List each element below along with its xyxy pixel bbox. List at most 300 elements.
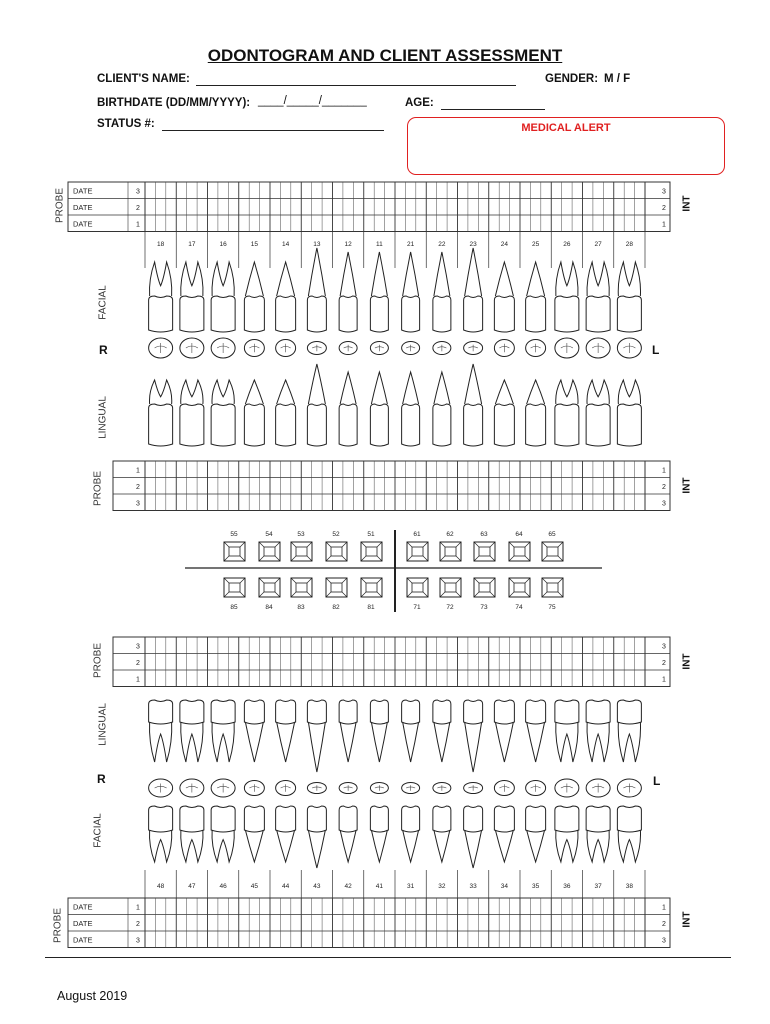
lower-occlusal-tooth-46-fissure — [217, 784, 229, 793]
lower-lingual-tooth-33-crown — [464, 700, 483, 724]
primary-tooth-52-lines — [326, 542, 347, 561]
upper-lingual-probe-grid-border — [113, 461, 670, 511]
lower-facial-tooth-32-crown — [433, 806, 451, 832]
lower-tooth-number-31: 31 — [407, 883, 415, 890]
primary-tooth-74-lines — [509, 578, 530, 597]
upper-lingual-tooth-16-roots — [212, 380, 234, 404]
upper-lingual-probe-grid-row-number-left: 3 — [136, 500, 140, 508]
lower-lingual-tooth-46-crown — [211, 700, 235, 724]
upper-tooth-number-11: 11 — [376, 241, 383, 248]
upper-lingual-tooth-23-crown — [464, 404, 483, 446]
upper-facial-tooth-26-crown — [555, 296, 579, 332]
footer-date: August 2019 — [57, 989, 128, 1003]
upper-tooth-number-16: 16 — [219, 241, 227, 248]
lower-facial-tooth-34-root — [495, 830, 513, 862]
gender-label: GENDER: — [545, 73, 599, 85]
lower-lingual-tooth-45-crown — [244, 700, 264, 724]
lower-occlusal-tooth-42-fissure — [344, 785, 353, 791]
upper-occlusal-tooth-17-fissure — [186, 343, 198, 353]
lower-tooth-number-42: 42 — [344, 883, 352, 890]
upper-occlusal-tooth-25-fissure — [531, 344, 541, 353]
primary-tooth-52-inner — [331, 547, 342, 556]
upper-lingual-tooth-27-roots — [587, 380, 609, 404]
upper-facial-probe-grid-border — [68, 182, 670, 232]
upper-tooth-number-15: 15 — [250, 241, 258, 248]
lower-facial-probe-grid-row-number-right: 3 — [662, 937, 666, 945]
upper-lingual-tooth-15-root — [245, 380, 263, 404]
lower-facial-tooth-42-crown — [339, 806, 357, 832]
lower-lingual-probe-grid-border — [113, 637, 670, 687]
upper-facial-tooth-17-roots — [181, 262, 203, 296]
primary-number-83: 83 — [297, 604, 305, 611]
lower-facial-tooth-31-crown — [402, 806, 420, 832]
lower-tooth-number-38: 38 — [625, 883, 633, 890]
primary-tooth-85-inner — [229, 583, 240, 592]
primary-number-53: 53 — [297, 531, 305, 538]
facial-label-upper: FACIAL — [97, 285, 109, 320]
lower-facial-tooth-36-roots — [556, 830, 578, 862]
lower-tooth-number-48: 48 — [157, 883, 165, 890]
primary-tooth-55-lines — [224, 542, 245, 561]
upper-occlusal-tooth-27-fissure — [592, 343, 604, 353]
upper-facial-tooth-21-root — [403, 252, 419, 296]
lower-facial-tooth-46-roots — [212, 830, 234, 862]
lower-lingual-tooth-44-root — [277, 722, 295, 762]
primary-tooth-81-inner — [366, 583, 377, 592]
lower-facial-tooth-34-crown — [494, 806, 514, 832]
lower-tooth-number-44: 44 — [282, 883, 290, 890]
gender-options[interactable]: M / F — [604, 73, 631, 85]
upper-tooth-number-18: 18 — [157, 241, 165, 248]
upper-lingual-tooth-22-root — [434, 372, 450, 404]
upper-lingual-tooth-23-root — [465, 364, 482, 404]
lower-tooth-number-36: 36 — [563, 883, 571, 890]
lower-lingual-tooth-36-crown — [555, 700, 579, 724]
upper-lingual-tooth-11-root — [371, 372, 387, 404]
facial-label-lower: FACIAL — [92, 813, 104, 848]
lower-lingual-probe-grid-row-number-right: 3 — [662, 643, 666, 651]
lower-lingual-tooth-32-crown — [433, 700, 451, 724]
primary-tooth-61-inner — [412, 547, 423, 556]
upper-lingual-tooth-25-root — [527, 380, 545, 404]
upper-facial-tooth-24-crown — [494, 296, 514, 332]
primary-number-75: 75 — [548, 604, 556, 611]
primary-number-73: 73 — [480, 604, 488, 611]
primary-tooth-51-inner — [366, 547, 377, 556]
upper-facial-tooth-15-crown — [244, 296, 264, 332]
primary-tooth-63-inner — [479, 547, 490, 556]
lower-facial-tooth-33-crown — [464, 806, 483, 832]
upper-occlusal-tooth-23-fissure — [468, 345, 478, 352]
upper-facial-tooth-11-crown — [370, 296, 388, 332]
lower-tooth-number-41: 41 — [375, 883, 383, 890]
lower-lingual-tooth-35-root — [527, 722, 545, 762]
upper-tooth-number-26: 26 — [563, 241, 571, 248]
lower-facial-tooth-43-crown — [307, 806, 326, 832]
primary-number-52: 52 — [332, 531, 340, 538]
lower-facial-tooth-46-crown — [211, 806, 235, 832]
primary-number-64: 64 — [515, 531, 523, 538]
upper-facial-tooth-18-crown — [149, 296, 173, 332]
int-label-2: INT — [681, 477, 693, 494]
lower-lingual-tooth-37-crown — [586, 700, 610, 724]
lower-lingual-tooth-48-crown — [149, 700, 173, 724]
upper-occlusal-tooth-16-fissure — [217, 343, 229, 353]
lower-facial-probe-grid-row-number-left: 2 — [136, 920, 140, 928]
upper-facial-probe-grid-row-number-right: 1 — [662, 221, 666, 229]
upper-facial-tooth-13-crown — [307, 296, 326, 332]
upper-facial-tooth-11-root — [371, 252, 387, 296]
medical-alert-label: MEDICAL ALERT — [521, 122, 611, 134]
lower-lingual-tooth-45-root — [245, 722, 263, 762]
lower-lingual-probe-grid-row-number-right: 2 — [662, 659, 666, 667]
lower-facial-tooth-42-root — [340, 830, 356, 862]
upper-lingual-tooth-12-root — [340, 372, 356, 404]
upper-facial-tooth-12-root — [340, 252, 356, 296]
primary-tooth-75-lines — [542, 578, 563, 597]
lower-facial-tooth-43-root — [308, 830, 325, 868]
age-label: AGE: — [405, 97, 434, 109]
lower-lingual-probe-grid-row-number-left: 2 — [136, 659, 140, 667]
upper-facial-tooth-15-root — [245, 262, 263, 296]
primary-number-81: 81 — [367, 604, 375, 611]
upper-lingual-tooth-17-roots — [181, 380, 203, 404]
lower-lingual-probe-grid-row-number-left: 3 — [136, 643, 140, 651]
lower-tooth-number-35: 35 — [532, 883, 540, 890]
upper-facial-tooth-21-crown — [402, 296, 420, 332]
primary-tooth-82-lines — [326, 578, 347, 597]
lower-occlusal-tooth-37-fissure — [592, 784, 604, 793]
primary-tooth-65-inner — [547, 547, 558, 556]
upper-tooth-number-23: 23 — [469, 241, 477, 248]
upper-occlusal-tooth-12-fissure — [344, 345, 353, 352]
lower-lingual-tooth-35-crown — [526, 700, 546, 724]
primary-tooth-71-inner — [412, 583, 423, 592]
upper-tooth-number-17: 17 — [188, 241, 196, 248]
probe-label-lower-lingual: PROBE — [92, 643, 104, 679]
lower-facial-probe-grid-date-label: DATE — [73, 918, 93, 928]
lower-facial-tooth-37-roots — [587, 830, 609, 862]
upper-lingual-probe-grid-row-number-left: 1 — [136, 467, 140, 475]
lower-facial-probe-grid-date-label: DATE — [73, 935, 93, 945]
primary-tooth-65-lines — [542, 542, 563, 561]
upper-lingual-tooth-28-crown — [617, 404, 641, 446]
upper-occlusal-tooth-28-fissure — [623, 343, 635, 353]
lower-lingual-tooth-41-root — [371, 722, 387, 762]
primary-tooth-53-lines — [291, 542, 312, 561]
upper-occlusal-tooth-21-fissure — [406, 345, 415, 352]
upper-facial-probe-grid-row-number-left: 1 — [136, 221, 140, 229]
upper-tooth-number-22: 22 — [438, 241, 446, 248]
upper-lingual-tooth-12-crown — [339, 404, 357, 446]
primary-number-84: 84 — [265, 604, 273, 611]
lower-facial-tooth-45-crown — [244, 806, 264, 832]
lower-tooth-number-45: 45 — [250, 883, 258, 890]
lower-occlusal-tooth-34-fissure — [499, 784, 509, 792]
lower-lingual-tooth-47-roots — [181, 722, 203, 762]
lower-lingual-tooth-34-root — [495, 722, 513, 762]
upper-occlusal-tooth-15-fissure — [249, 344, 259, 353]
upper-tooth-number-25: 25 — [532, 241, 540, 248]
upper-lingual-tooth-26-crown — [555, 404, 579, 446]
primary-tooth-55-inner — [229, 547, 240, 556]
lower-lingual-tooth-47-crown — [180, 700, 204, 724]
lower-lingual-tooth-48-roots — [149, 722, 171, 762]
primary-tooth-81-lines — [361, 578, 382, 597]
page-title: ODONTOGRAM AND CLIENT ASSESSMENT — [207, 46, 563, 65]
birthdate-field[interactable]: ____/_____/_______ — [258, 95, 367, 107]
lower-lingual-tooth-46-roots — [212, 722, 234, 762]
upper-lingual-tooth-28-roots — [618, 380, 640, 404]
upper-facial-probe-grid-date-label: DATE — [73, 186, 93, 196]
left-label-lower: L — [653, 774, 661, 788]
upper-facial-tooth-27-roots — [587, 262, 609, 296]
lower-occlusal-tooth-33-fissure — [468, 785, 478, 791]
lower-facial-probe-grid-row-number-left: 3 — [136, 937, 140, 945]
upper-lingual-tooth-22-crown — [433, 404, 451, 446]
primary-tooth-54-lines — [259, 542, 280, 561]
upper-facial-tooth-28-crown — [617, 296, 641, 332]
left-label-upper: L — [652, 343, 660, 357]
lower-facial-tooth-48-roots — [149, 830, 171, 862]
primary-tooth-64-lines — [509, 542, 530, 561]
lower-occlusal-tooth-44-fissure — [281, 784, 291, 792]
lower-occlusal-tooth-48-fissure — [155, 784, 167, 793]
upper-lingual-tooth-14-root — [277, 380, 295, 404]
lower-facial-tooth-31-root — [403, 830, 419, 862]
lower-facial-tooth-35-root — [527, 830, 545, 862]
primary-tooth-73-lines — [474, 578, 495, 597]
upper-facial-tooth-25-crown — [526, 296, 546, 332]
upper-lingual-probe-grid-row-number-right: 1 — [662, 467, 666, 475]
lower-lingual-tooth-33-root — [465, 722, 482, 772]
footer-divider — [45, 957, 731, 958]
upper-lingual-tooth-13-crown — [307, 404, 326, 446]
lower-facial-tooth-38-roots — [618, 830, 640, 862]
upper-facial-probe-grid-row-number-right: 3 — [662, 188, 666, 196]
upper-occlusal-tooth-26-fissure — [561, 343, 573, 353]
upper-lingual-tooth-16-crown — [211, 404, 235, 446]
upper-facial-tooth-16-crown — [211, 296, 235, 332]
lower-facial-tooth-45-root — [245, 830, 263, 862]
primary-tooth-75-inner — [547, 583, 558, 592]
upper-lingual-tooth-24-crown — [494, 404, 514, 446]
upper-lingual-probe-grid-row-number-left: 2 — [136, 483, 140, 491]
primary-tooth-62-inner — [445, 547, 456, 556]
lower-lingual-tooth-31-crown — [402, 700, 420, 724]
upper-lingual-probe-grid-row-number-right: 2 — [662, 483, 666, 491]
lower-facial-tooth-41-crown — [370, 806, 388, 832]
upper-tooth-number-28: 28 — [625, 241, 633, 248]
lower-lingual-tooth-31-root — [403, 722, 419, 762]
upper-facial-tooth-23-crown — [464, 296, 483, 332]
lower-lingual-probe-grid-row-number-left: 1 — [136, 676, 140, 684]
primary-tooth-53-inner — [296, 547, 307, 556]
int-label-1: INT — [681, 195, 693, 212]
lower-lingual-tooth-38-crown — [617, 700, 641, 724]
upper-facial-probe-grid-date-label: DATE — [73, 202, 93, 212]
upper-facial-tooth-12-crown — [339, 296, 357, 332]
primary-number-62: 62 — [446, 531, 454, 538]
primary-number-65: 65 — [548, 531, 556, 538]
lower-facial-tooth-47-crown — [180, 806, 204, 832]
lower-facial-tooth-41-root — [371, 830, 387, 862]
lower-tooth-number-47: 47 — [188, 883, 196, 890]
upper-facial-tooth-27-crown — [586, 296, 610, 332]
lower-lingual-tooth-41-crown — [370, 700, 388, 724]
primary-number-61: 61 — [413, 531, 421, 538]
upper-facial-tooth-16-roots — [212, 262, 234, 296]
lower-facial-probe-grid-date-label: DATE — [73, 902, 93, 912]
lower-occlusal-tooth-47-fissure — [186, 784, 198, 793]
upper-lingual-probe-grid-row-number-right: 3 — [662, 500, 666, 508]
primary-tooth-72-inner — [445, 583, 456, 592]
upper-lingual-tooth-15-crown — [244, 404, 264, 446]
primary-number-74: 74 — [515, 604, 523, 611]
upper-lingual-tooth-26-roots — [556, 380, 578, 404]
upper-occlusal-tooth-24-fissure — [499, 344, 509, 353]
primary-number-71: 71 — [413, 604, 421, 611]
lower-facial-tooth-32-root — [434, 830, 450, 862]
lower-lingual-tooth-42-crown — [339, 700, 357, 724]
primary-tooth-62-lines — [440, 542, 461, 561]
probe-label-lower-facial: PROBE — [52, 908, 64, 944]
lower-facial-probe-grid-row-number-right: 1 — [662, 904, 666, 912]
lower-lingual-tooth-38-roots — [618, 722, 640, 762]
primary-tooth-84-lines — [259, 578, 280, 597]
lower-occlusal-tooth-32-fissure — [437, 785, 446, 791]
lower-lingual-tooth-32-root — [434, 722, 450, 762]
primary-number-82: 82 — [332, 604, 340, 611]
upper-lingual-tooth-18-crown — [149, 404, 173, 446]
primary-number-72: 72 — [446, 604, 454, 611]
lingual-label-upper: LINGUAL — [97, 396, 109, 439]
upper-lingual-tooth-17-crown — [180, 404, 204, 446]
probe-label-upper-facial: PROBE — [54, 188, 66, 224]
upper-tooth-number-27: 27 — [594, 241, 602, 248]
lower-tooth-number-43: 43 — [313, 883, 321, 890]
primary-number-54: 54 — [265, 531, 273, 538]
probe-label-upper-lingual: PROBE — [92, 471, 104, 507]
lower-facial-tooth-44-crown — [276, 806, 296, 832]
upper-facial-tooth-25-root — [527, 262, 545, 296]
upper-tooth-number-24: 24 — [500, 241, 508, 248]
primary-tooth-84-inner — [264, 583, 275, 592]
lower-facial-tooth-38-crown — [617, 806, 641, 832]
lower-facial-probe-grid-row-number-right: 2 — [662, 920, 666, 928]
lower-lingual-tooth-44-crown — [276, 700, 296, 724]
upper-facial-tooth-14-crown — [276, 296, 296, 332]
primary-tooth-72-lines — [440, 578, 461, 597]
upper-occlusal-tooth-14-fissure — [281, 344, 291, 353]
upper-tooth-number-12: 12 — [344, 241, 352, 248]
lower-facial-tooth-33-root — [465, 830, 482, 868]
int-label-4: INT — [681, 911, 693, 928]
primary-tooth-64-inner — [514, 547, 525, 556]
primary-tooth-83-inner — [296, 583, 307, 592]
primary-tooth-73-inner — [479, 583, 490, 592]
lower-occlusal-tooth-41-fissure — [375, 785, 384, 791]
lower-tooth-number-32: 32 — [438, 883, 446, 890]
primary-tooth-51-lines — [361, 542, 382, 561]
upper-lingual-tooth-13-root — [308, 364, 325, 404]
upper-lingual-tooth-24-root — [495, 380, 513, 404]
upper-facial-probe-grid-date-label: DATE — [73, 219, 93, 229]
upper-lingual-tooth-21-root — [403, 372, 419, 404]
upper-lingual-tooth-21-crown — [402, 404, 420, 446]
lower-facial-probe-grid-row-number-left: 1 — [136, 904, 140, 912]
upper-occlusal-tooth-11-fissure — [375, 345, 384, 352]
primary-number-85: 85 — [230, 604, 238, 611]
lower-lingual-tooth-42-root — [340, 722, 356, 762]
upper-occlusal-tooth-22-fissure — [437, 345, 446, 352]
lower-lingual-tooth-36-roots — [556, 722, 578, 762]
primary-tooth-85-lines — [224, 578, 245, 597]
upper-facial-probe-grid-row-number-left: 3 — [136, 188, 140, 196]
lower-occlusal-tooth-31-fissure — [406, 785, 415, 791]
lower-occlusal-tooth-35-fissure — [531, 784, 541, 792]
upper-facial-probe-grid-row-number-right: 2 — [662, 204, 666, 212]
upper-facial-tooth-26-roots — [556, 262, 578, 296]
lower-lingual-tooth-43-root — [308, 722, 325, 772]
upper-facial-tooth-24-root — [495, 262, 513, 296]
right-label-lower: R — [97, 772, 106, 786]
upper-facial-tooth-23-root — [465, 248, 482, 296]
right-label-upper: R — [99, 343, 108, 357]
lower-tooth-number-34: 34 — [500, 883, 508, 890]
upper-lingual-tooth-18-roots — [149, 380, 171, 404]
primary-number-55: 55 — [230, 531, 238, 538]
lower-lingual-probe-grid-row-number-right: 1 — [662, 676, 666, 684]
upper-facial-tooth-22-root — [434, 252, 450, 296]
upper-lingual-tooth-14-crown — [276, 404, 296, 446]
upper-occlusal-tooth-18-fissure — [155, 343, 167, 353]
lower-occlusal-tooth-38-fissure — [623, 784, 635, 793]
upper-facial-tooth-17-crown — [180, 296, 204, 332]
int-label-3: INT — [681, 653, 693, 670]
upper-facial-tooth-28-roots — [618, 262, 640, 296]
upper-facial-tooth-13-root — [308, 248, 325, 296]
upper-facial-tooth-18-roots — [149, 262, 171, 296]
lower-occlusal-tooth-36-fissure — [561, 784, 573, 793]
lower-occlusal-tooth-45-fissure — [249, 784, 259, 792]
lower-lingual-tooth-37-roots — [587, 722, 609, 762]
primary-number-63: 63 — [480, 531, 488, 538]
lower-tooth-number-37: 37 — [594, 883, 602, 890]
upper-lingual-tooth-27-crown — [586, 404, 610, 446]
primary-number-51: 51 — [367, 531, 375, 538]
lingual-label-lower: LINGUAL — [97, 703, 109, 746]
upper-facial-tooth-22-crown — [433, 296, 451, 332]
lower-tooth-number-33: 33 — [469, 883, 477, 890]
lower-facial-tooth-47-roots — [181, 830, 203, 862]
lower-tooth-number-46: 46 — [219, 883, 227, 890]
lower-lingual-tooth-43-crown — [307, 700, 326, 724]
lower-occlusal-tooth-43-fissure — [312, 785, 322, 791]
primary-tooth-61-lines — [407, 542, 428, 561]
upper-lingual-tooth-11-crown — [370, 404, 388, 446]
primary-tooth-71-lines — [407, 578, 428, 597]
upper-facial-probe-grid-row-number-left: 2 — [136, 204, 140, 212]
lower-facial-tooth-37-crown — [586, 806, 610, 832]
upper-facial-tooth-14-root — [277, 262, 295, 296]
upper-occlusal-tooth-13-fissure — [312, 345, 322, 352]
primary-tooth-82-inner — [331, 583, 342, 592]
primary-tooth-74-inner — [514, 583, 525, 592]
upper-lingual-tooth-25-crown — [526, 404, 546, 446]
lower-facial-tooth-44-root — [277, 830, 295, 862]
lower-facial-tooth-35-crown — [526, 806, 546, 832]
